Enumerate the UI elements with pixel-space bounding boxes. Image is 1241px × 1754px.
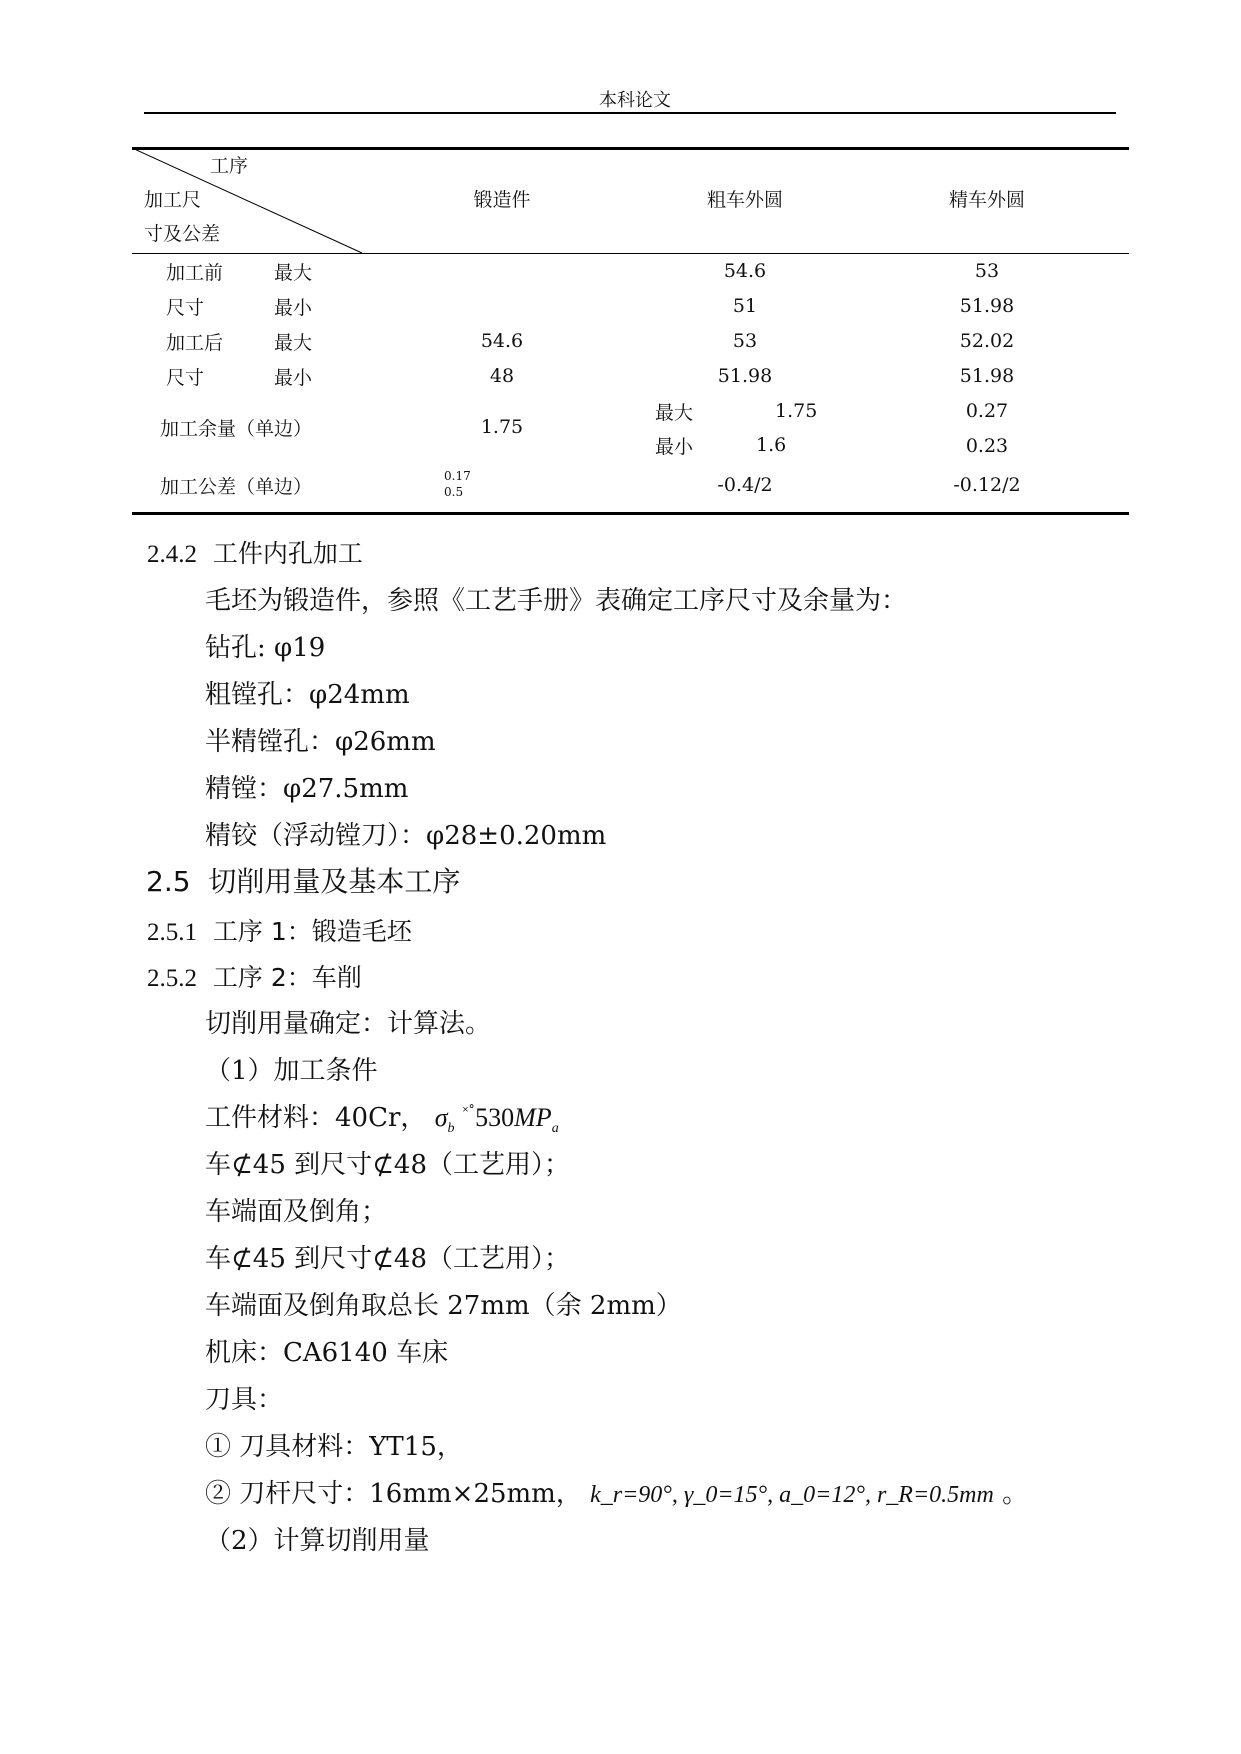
line-tool: 刀具：: [205, 1385, 284, 1415]
line-tool-shank: [205, 1473, 1028, 1510]
line-ream: 精铰（浮动镗刀）：φ28±0.20mm: [205, 821, 607, 851]
allowance-rough-min-label: 最小: [655, 436, 694, 458]
row-sub: 最大: [274, 332, 313, 354]
header-title: 本科论文: [599, 90, 671, 111]
col-header-forge: 锻造件: [473, 189, 531, 211]
row-sub: 最小: [274, 367, 313, 389]
cell-fine: 53: [974, 260, 1000, 282]
line-turn-2: 车⊄45 到尺寸⊄48（工艺用）；: [205, 1244, 571, 1274]
section-heading-2-5-2: [147, 958, 362, 994]
table-bottom-rule: [132, 512, 1129, 515]
section-number: 2.5: [146, 865, 191, 898]
row-sub: 最大: [274, 262, 313, 284]
material-prefix: 工件材料：40Cr，: [205, 1103, 427, 1133]
diag-header-left-1: 加工尺: [144, 189, 202, 211]
cell-fine: 51.98: [959, 365, 1015, 387]
row-group: 尺寸: [166, 367, 205, 389]
process-table: [132, 147, 1129, 515]
tolerance-fine: -0.12/2: [953, 474, 1021, 496]
tolerance-forge-upper: 0.17: [444, 469, 471, 483]
diag-header-left-2: 寸及公差: [144, 223, 221, 245]
line-semi-fine-bore: 半精镗孔：φ26mm: [205, 727, 436, 757]
line-machine: 机床：CA6140 车床: [205, 1338, 449, 1368]
allowance-rough-min: 1.6: [756, 434, 787, 456]
section-number: 2.5.1: [147, 919, 197, 946]
row-sub: 最小: [274, 297, 313, 319]
cell-fine: 51.98: [959, 295, 1015, 317]
paragraph-intro: 毛坯为锻造件，参照《工艺手册》表确定工序尺寸及余量为：: [205, 586, 908, 616]
tool-shank-end: 。: [1002, 1479, 1029, 1509]
sigma-symbol: σ: [434, 1103, 448, 1132]
line-material: [205, 1097, 559, 1137]
row-group: 加工后: [166, 332, 224, 354]
col-header-rough: 粗车外圆: [706, 189, 784, 211]
line-tool-material: ① 刀具材料：YT15，: [205, 1432, 463, 1462]
cell-rough: 53: [732, 330, 758, 352]
col-header-fine: 精车外圆: [948, 189, 1026, 211]
diag-header-top: 工序: [210, 155, 249, 177]
material-unit: MP: [514, 1103, 552, 1132]
tool-shank-prefix: ② 刀杆尺寸：16mm×25mm，: [205, 1479, 582, 1509]
allowance-fine-max: 0.27: [965, 400, 1009, 422]
cell-rough: 51: [732, 295, 758, 317]
cell-forge: 54.6: [480, 330, 524, 352]
line-turn-1: 车⊄45 到尺寸⊄48（工艺用）；: [205, 1150, 571, 1180]
tolerance-label: 加工公差（单边）: [160, 476, 313, 498]
material-value: 530: [475, 1103, 515, 1132]
line-drill: 钻孔: φ19: [205, 633, 326, 663]
line-cutting-method: 切削用量确定：计算法。: [205, 1009, 492, 1039]
allowance-rough-max: 1.75: [775, 400, 818, 422]
header-rule: [144, 112, 1116, 114]
line-calc-heading: （2）计算切削用量: [205, 1526, 430, 1556]
allowance-rough-max-label: 最大: [655, 402, 694, 424]
line-rough-bore: 粗镗孔：φ24mm: [205, 680, 410, 710]
row-group: 加工前: [166, 262, 224, 284]
section-heading-2-5-1: [147, 912, 412, 948]
allowance-label: 加工余量（单边）: [160, 418, 313, 440]
row-group: 尺寸: [166, 297, 205, 319]
cell-rough: 51.98: [717, 365, 773, 387]
section-title: 工序 1：锻造毛坯: [212, 917, 412, 946]
tolerance-rough: -0.4/2: [717, 474, 773, 496]
tool-angle-formula: k_r=90°, γ_0=15°, a_0=12°, r_R=0.5mm: [590, 1482, 994, 1508]
section-number: 2.4.2: [147, 541, 197, 568]
section-heading-2-5: [146, 860, 460, 900]
section-title: 工件内孔加工: [212, 539, 363, 568]
sigma-subscript: b: [447, 1121, 455, 1137]
material-unit-subscript: a: [551, 1121, 559, 1137]
line-face-1: 车端面及倒角；: [205, 1197, 388, 1227]
equals-mark-icon: ˟˚: [462, 1104, 476, 1121]
tolerance-forge-lower: 0.5: [444, 485, 464, 499]
cell-rough: 54.6: [723, 260, 767, 282]
allowance-fine-min: 0.23: [965, 435, 1009, 457]
section-title: 工序 2：车削: [212, 963, 362, 992]
section-heading-2-4-2: [147, 534, 363, 570]
section-title: 切削用量及基本工序: [208, 865, 461, 898]
cell-forge: 48: [489, 365, 515, 387]
section-number: 2.5.2: [147, 965, 197, 992]
allowance-forge: 1.75: [480, 416, 524, 438]
line-face-2: 车端面及倒角取总长 27mm（余 2mm）: [205, 1291, 682, 1321]
cell-fine: 52.02: [959, 330, 1015, 352]
line-conditions-heading: （1）加工条件: [205, 1056, 378, 1086]
line-fine-bore: 精镗：φ27.5mm: [205, 774, 409, 804]
